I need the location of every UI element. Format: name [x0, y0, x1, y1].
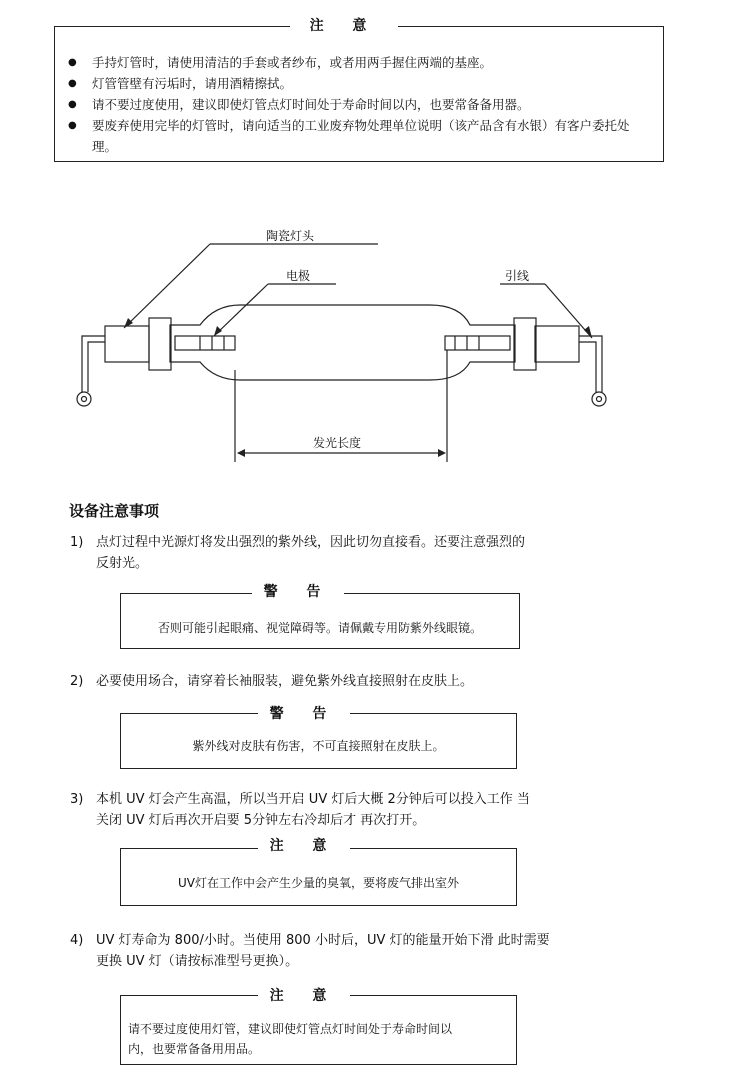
- caution-text-3: UV灯在工作中会产生少量的臭氧，要将废气排出室外: [178, 876, 459, 890]
- caution-text-4: 请不要过度使用灯管，建议即使灯管点灯时间处于寿命时间以 内，也要常备备用用品。: [128, 1022, 453, 1056]
- caution-title-3: 注 意: [258, 837, 350, 855]
- caution-title-4: 注 意: [258, 987, 350, 1005]
- notice-item: ● 要废弃使用完毕的灯管时，请向适当的工业废弃物处理单位说明（该产品含有水银）有客户委托处理。: [68, 115, 652, 157]
- section-title: 设备注意事项: [69, 502, 160, 520]
- point-1: 1) 点灯过程中光源灯将发出强烈的紫外线，因此切勿直接看。还要注意强烈的 反射光。: [70, 535, 526, 571]
- warning-text-1: 否则可能引起眼痛、视觉障碍等。请佩戴专用防紫外线眼镜。: [157, 621, 482, 635]
- notice-item: ● 灯管管壁有污垢时，请用酒精擦拭。: [68, 73, 652, 94]
- warning-title-2: 警 告: [258, 705, 350, 723]
- label-lead: 引线: [505, 269, 530, 283]
- lamp-diagram: [0, 0, 750, 480]
- notice-title: 注 意: [290, 17, 398, 35]
- point-4: 4) UV 灯寿命为 800/小时。当使用 800 小时后，UV 灯的能量开始下滑 此时需要 更换 UV 灯（请按标准型号更换）。: [70, 933, 550, 969]
- point-3: 3) 本机 UV 灯会产生高温，所以当开启 UV 灯后大概 2分钟后可以投入工作 当 关闭 UV 灯后再次开启要 5分钟左右冷却后才 再次打开。: [70, 792, 530, 828]
- label-ceramic: 陶瓷灯头: [266, 229, 315, 243]
- label-length: 发光长度: [313, 436, 362, 450]
- notice-item: ● 手持灯管时，请使用清洁的手套或者纱布，或者用两手握住两端的基座。: [68, 52, 652, 73]
- label-electrode: 电极: [286, 269, 311, 283]
- warning-title-1: 警 告: [252, 583, 344, 601]
- warning-text-2: 紫外线对皮肤有伤害，不可直接照射在皮肤上。: [192, 739, 445, 753]
- notice-item: ● 请不要过度使用，建议即使灯管点灯时间处于寿命时间以内，也要常备备用器。: [68, 94, 652, 115]
- point-2: 2) 必要使用场合，请穿着长袖服装，避免紫外线直接照射在皮肤上。: [70, 674, 474, 689]
